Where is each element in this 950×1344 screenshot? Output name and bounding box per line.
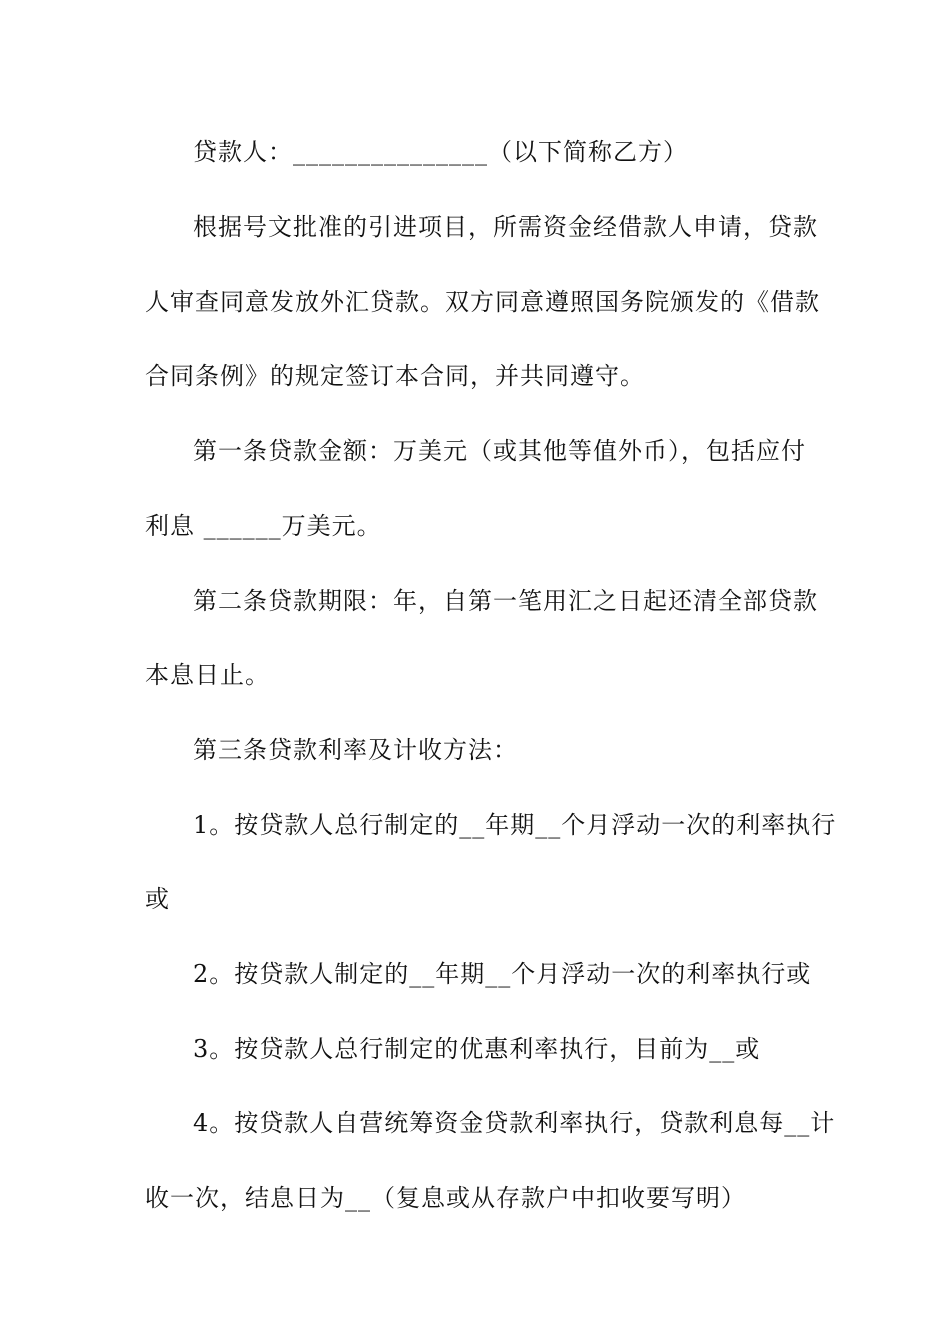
preamble-line-2: 人审查同意发放外汇贷款。双方同意遵照国务院颁发的《借款 bbox=[145, 288, 820, 316]
option-1-line-1: 1。按贷款人总行制定的__年期__个月浮动一次的利率执行 bbox=[193, 811, 837, 839]
article-2-line-2: 本息日止。 bbox=[145, 661, 270, 689]
option-4-line-2: 收一次，结息日为__（复息或从存款户中扣收要写明） bbox=[145, 1184, 746, 1212]
option-3-line: 3。按贷款人总行制定的优惠利率执行，目前为__或 bbox=[193, 1035, 761, 1063]
option-2-line: 2。按贷款人制定的__年期__个月浮动一次的利率执行或 bbox=[193, 960, 812, 988]
option-1-line-2: 或 bbox=[145, 885, 170, 913]
lender-line: 贷款人：_______________（以下简称乙方） bbox=[193, 138, 688, 166]
option-4-line-1: 4。按贷款人自营统筹资金贷款利率执行，贷款利息每__计 bbox=[193, 1109, 836, 1137]
article-2-line-1: 第二条贷款期限：年，自第一笔用汇之日起还清全部贷款 bbox=[193, 587, 818, 615]
article-1-line-2: 利息 ______万美元。 bbox=[145, 512, 382, 540]
preamble-line-3: 合同条例》的规定签订本合同，并共同遵守。 bbox=[145, 362, 645, 390]
article-1-line-1: 第一条贷款金额：万美元（或其他等值外币），包括应付 bbox=[193, 437, 806, 465]
preamble-line-1: 根据号文批准的引进项目，所需资金经借款人申请，贷款 bbox=[193, 213, 818, 241]
article-3-heading: 第三条贷款利率及计收方法： bbox=[193, 736, 518, 764]
